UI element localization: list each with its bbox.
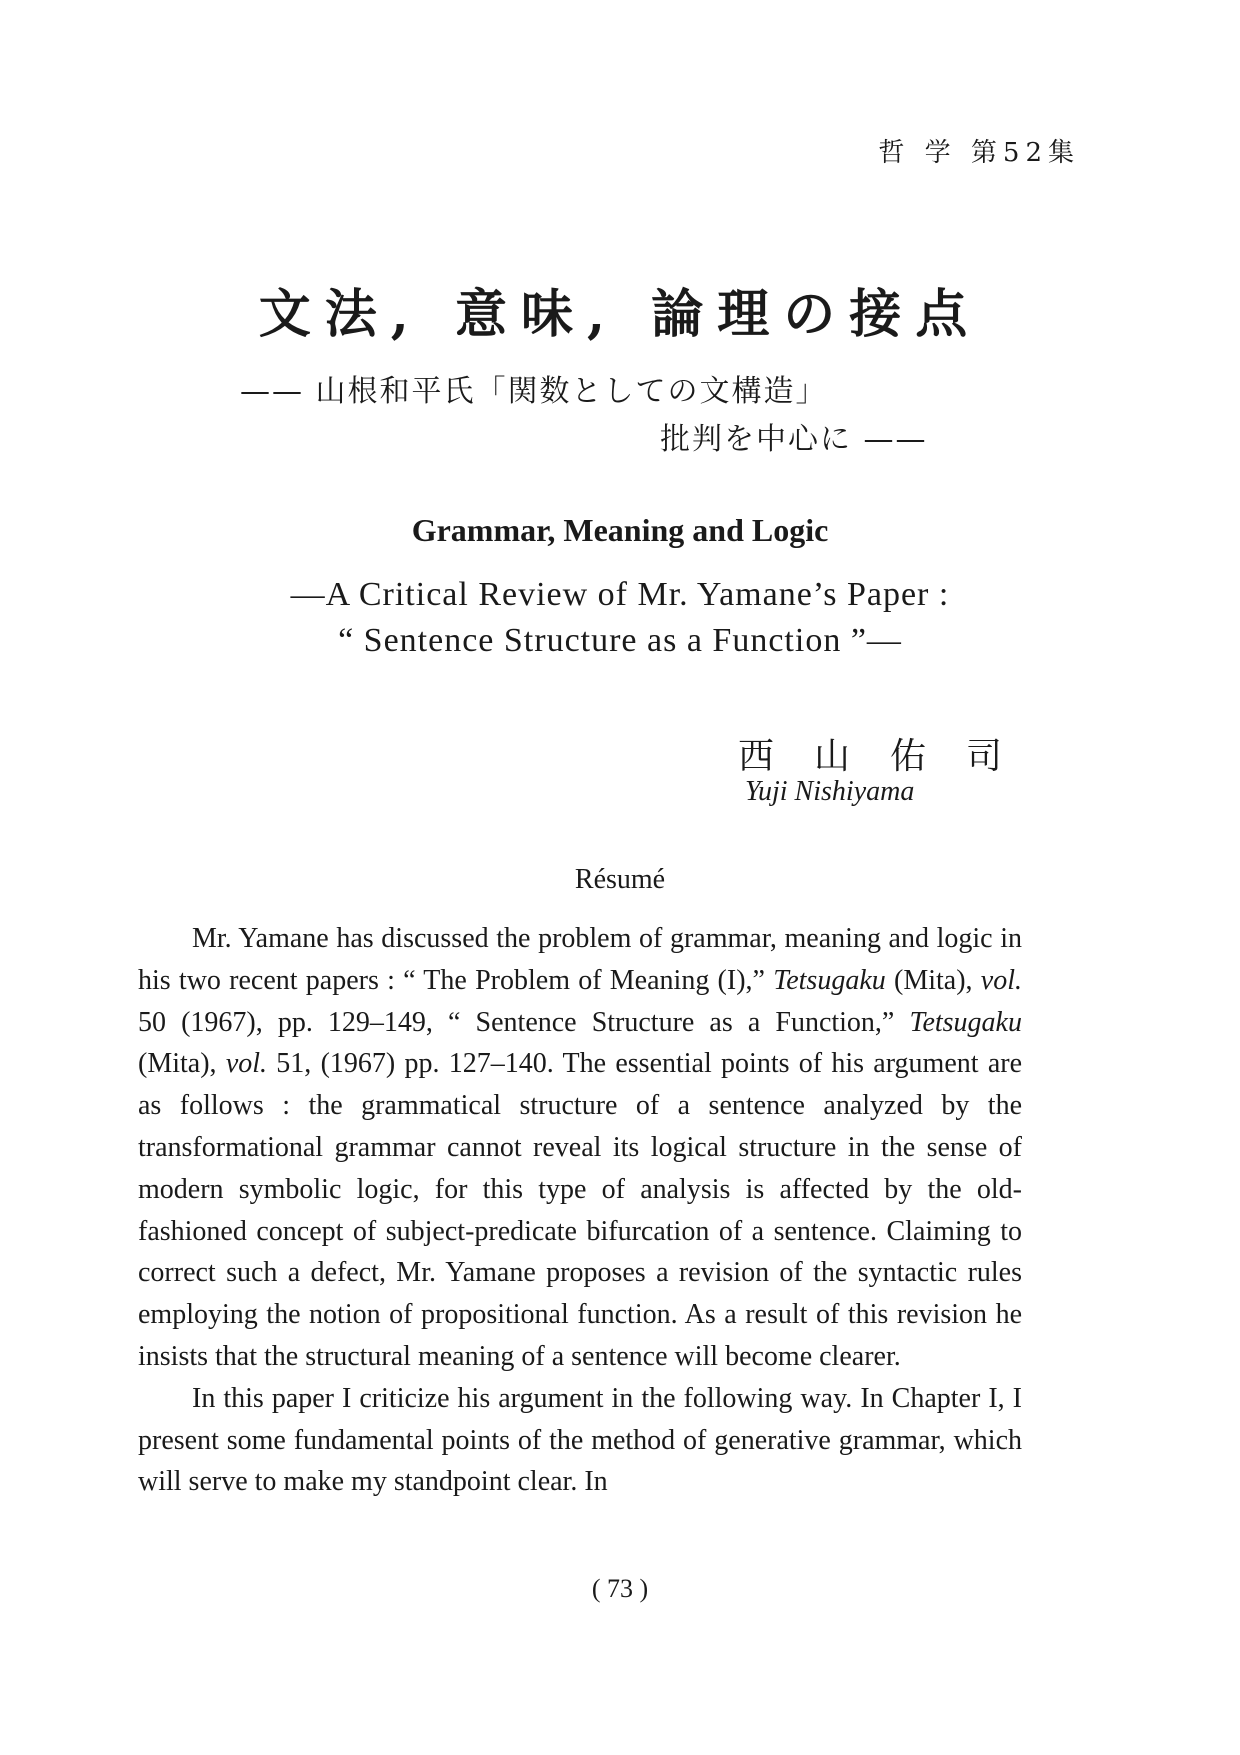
volume-label: vol. (980, 964, 1023, 996)
volume-label: vol. (225, 1048, 268, 1080)
journal-name: Tetsugaku (773, 964, 886, 996)
resume-heading: Résumé (574, 864, 666, 895)
japanese-subtitle-line-1: —— 山根和平氏「関数としての文構造」 (240, 374, 828, 409)
english-subtitle-line-1: —A Critical Review of Mr. Yamane’s Paper : (290, 576, 950, 613)
author-name-english: Yuji Nishiyama (745, 776, 915, 807)
english-title: Grammar, Meaning and Logic (411, 512, 829, 548)
journal-header: 哲 学 第52集 (878, 138, 1080, 168)
japanese-subtitle-line-2: 批判を中心に —— (660, 422, 928, 457)
page-number: ( 73 ) (591, 1574, 649, 1603)
japanese-title: 文法, 意味, 論理の接点 (258, 284, 982, 345)
english-subtitle-line-2: “ Sentence Structure as a Function ”— (338, 622, 902, 659)
resume-body (138, 918, 1022, 1503)
paragraph-2: In this paper I criticize his argument in the following way. In Chapter I, I present some fundamental points of the method of generative grammar, which will serve to make my standpoint clear. In (138, 1382, 1022, 1498)
journal-name: Tetsugaku (909, 1006, 1022, 1038)
author-name-japanese: 西山佑司 (738, 736, 1043, 777)
paragraph-1: Mr. Yamane has discussed the problem of grammar, meaning and logic in his two recent papers : “ The Problem of Meaning (I),” Tetsugaku (Mita), vol. 50 (1967), pp. 129–149, “ Sentence Structure as a Function,” Tetsugaku (Mita), vol. 51, (1967) pp. 127–140. The essential points of his argument are as follows : the grammatical structure of a sentence analyzed by the transformational grammar cannot reveal its logical structure in the sense of modern symbolic logic, for this type of analysis is affected by the old-fashioned concept of subject-predicate bifurcation of a sentence. Claiming to correct such a defect, Mr. Yamane proposes a revision of the syntactic rules employing the notion of propositional function. As a result of this revision he insists that the structural meaning of a sentence will become clearer. (138, 923, 1023, 1372)
